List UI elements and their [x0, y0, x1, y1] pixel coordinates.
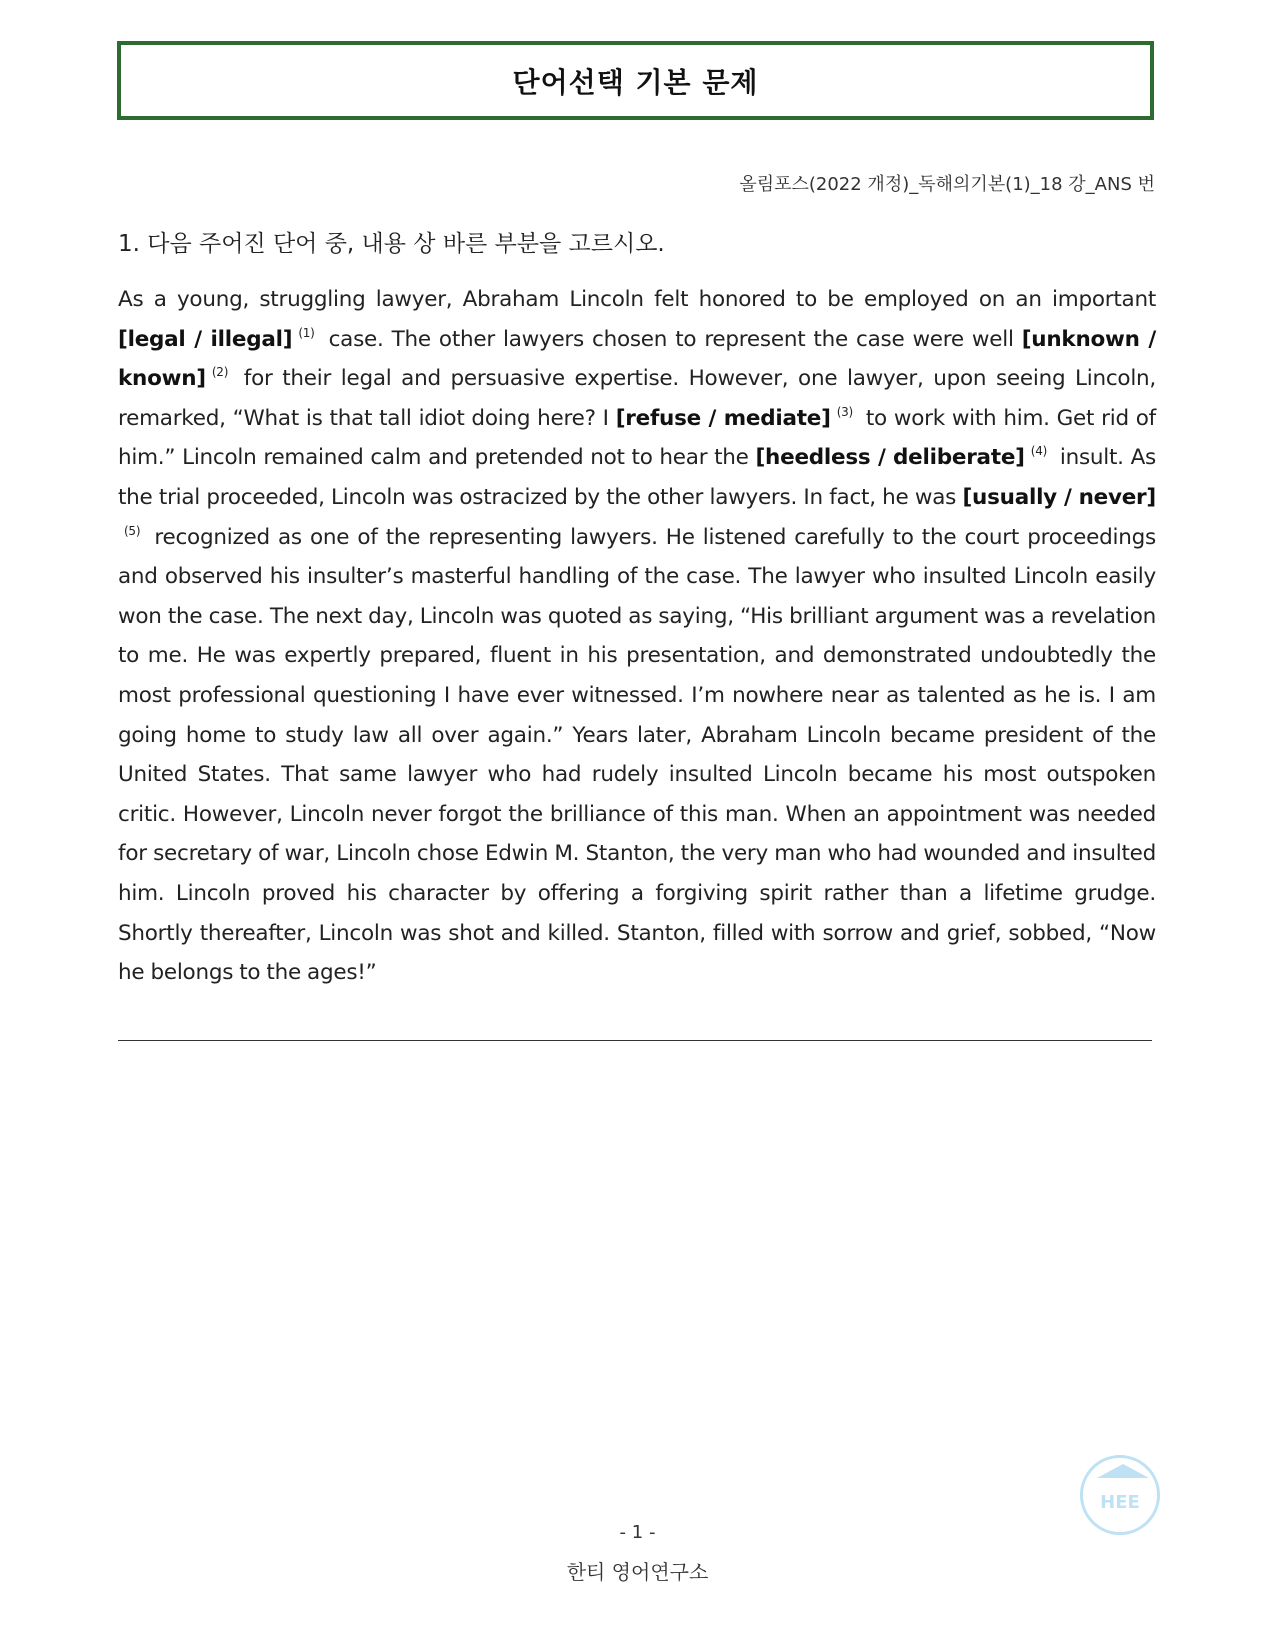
answer-line [118, 1040, 1152, 1041]
passage-text: recognized as one of the representing lawyers. He listened carefully to the court proceedings and observed his insulter’s masterful handling of the case. The lawyer who insulted Lincoln easily won the case. The next day, Lincoln was quoted as saying, “His brilliant argument was a revelation to me. He was expertly prepared, fluent in his presentation, and demonstrated undoubtedly the most professional questioning I have ever witnessed. I’m nowhere near as talented as he is. I am going home to study law all over again.” Years later, Abraham Lincoln became president of the United States. That same lawyer who had rudely insulted Lincoln became his most outspoken critic. However, Lincoln never forgot the brilliance of this man. When an appointment was needed for secretary of war, Lincoln chose Edwin M. Stanton, the very man who had wounded and insulted him. Lincoln proved his character by offering a forgiving spirit rather than a lifetime grudge. Shortly thereafter, Lincoln was shot and killed. Stanton, filled with sorrow and grief, sobbed, “Now he belongs to the ages!” [118, 524, 1156, 986]
page-title: 단어선택 기본 문제 [512, 65, 759, 99]
word-choice-5: [usually / never] [962, 484, 1156, 510]
choice-number-2: (2) [211, 365, 229, 380]
footer-org: 한티 영어연구소 [566, 1560, 709, 1584]
word-choice-1: [legal / illegal] [118, 326, 293, 352]
passage-text: for their legal and persuasive expertise. However, one lawyer, upon seeing Lincoln, remarked, “What is that tall idiot doing here? I [118, 366, 1156, 431]
passage-text: case. The other lawyers chosen to represent the case were well [320, 326, 1022, 352]
question-prompt: 1. 다음 주어진 단어 중, 내용 상 바른 부분을 고르시오. [118, 231, 665, 257]
cap-shape [1097, 1464, 1149, 1478]
word-choice-2: [unknown / known] [118, 326, 1156, 392]
title-box [117, 41, 1154, 120]
logo-text: HEE [1100, 1491, 1140, 1513]
passage-text: As a young, struggling lawyer, Abraham Lincoln felt honored to be employed on an important [118, 287, 1156, 312]
choice-number-4: (4) [1030, 444, 1048, 459]
word-choice-3: [refuse / mediate] [615, 405, 831, 431]
choice-number-3: (3) [836, 404, 853, 419]
passage [118, 280, 1156, 993]
page-number: - 1 - [619, 1522, 656, 1543]
passage-text: to work with him. Get rid of him.” Lincoln remained calm and pretended not to hear the [118, 405, 1156, 471]
source-reference: 올림포스(2022 개정)_독해의기본(1)_18 강_ANS 번 [739, 174, 1155, 195]
passage-text: insult. As the trial proceeded, Lincoln was ostracized by the other lawyers. In fact, he was [118, 445, 1156, 510]
choice-number-5: (5) [124, 523, 141, 538]
word-choice-4: [heedless / deliberate] [755, 445, 1025, 471]
choice-number-1: (1) [298, 325, 315, 340]
